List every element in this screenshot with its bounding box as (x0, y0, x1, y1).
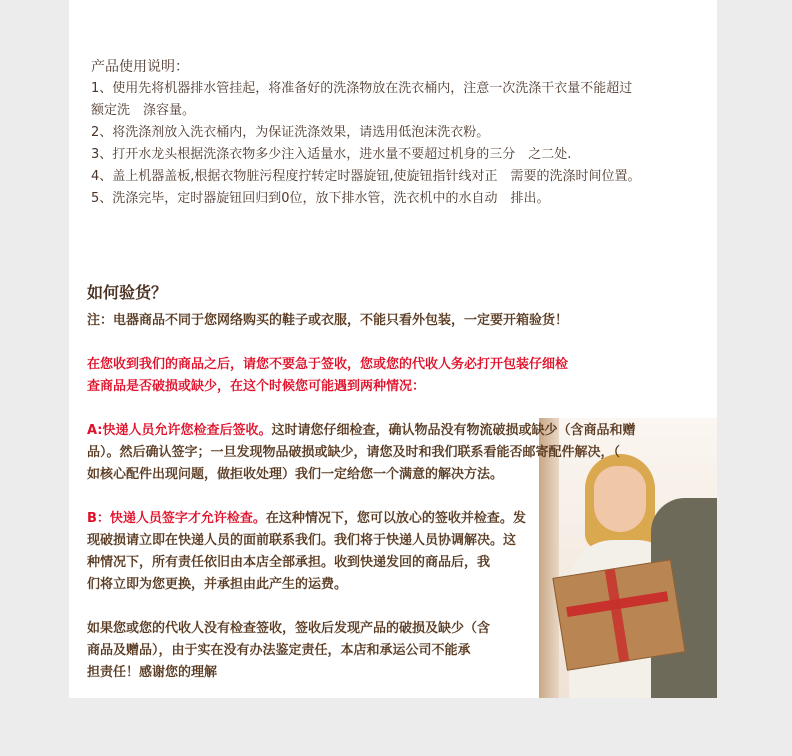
case-a-line-1 (87, 420, 717, 442)
verify-section (87, 282, 717, 684)
verify-note: 注：电器商品不同于您网络购买的鞋子或衣服，不能只看外包装，一定要开箱验货！ (87, 313, 569, 328)
usage-line-1b: 额定洗 涤容量。 (91, 103, 196, 118)
usage-line-3: 3、打开水龙头根据洗涤衣物多少注入适量水，进水量不要超过机身的三分 之二处. (91, 147, 572, 162)
case-a-line-3: 如核心配件出现问题，做拒收处理）我们一定给您一个满意的解决方法。 (87, 467, 504, 482)
case-b-line-2: 现破损请立即在快递人员的面前联系我们。我们将于快递人员协调解决。这 (87, 533, 517, 548)
warning-line-2: 查商品是否破损或缺少，在这个时候您可能遇到两种情况： (87, 379, 426, 394)
usage-line-2: 2、将洗涤剂放入洗衣桶内，为保证洗涤效果，请选用低泡沫洗衣粉。 (91, 125, 490, 140)
case-a-label: A:快递人员允许您检查后签收。 (87, 423, 272, 438)
case-a-text: 这时请您仔细检查，确认物品没有物流破损或缺少（含商品和赠 (271, 423, 636, 438)
case-b-text: 在这种情况下，您可以放心的签收并检查。发 (265, 511, 526, 526)
case-b-line-1 (87, 508, 717, 530)
case-b-line-4: 们将立即为您更换，并承担由此产生的运费。 (87, 577, 348, 592)
closing-line-2: 商品及赠品），由于实在没有办法鉴定责任，本店和承运公司不能承 (87, 643, 471, 658)
usage-title: 产品使用说明： (91, 59, 189, 75)
case-a-line-2: 品）。然后确认签字；一旦发现物品破损或缺少，请您及时和我们联系看能否邮寄配件解决，（ (87, 445, 621, 460)
case-b-line-3: 种情况下，所有责任依旧由本店全部承担。收到快递发回的商品后，我 (87, 555, 491, 570)
usage-line-1: 1、使用先将机器排水管挂起，将准备好的洗涤物放在洗衣桶内，注意一次洗涤干衣量不能超过 (91, 81, 633, 96)
usage-line-5: 5、洗涤完毕，定时器旋钮回归到0位，放下排水管，洗衣机中的水自动 排出。 (91, 191, 550, 206)
usage-instructions (91, 56, 701, 210)
case-b-label: B：快递人员签字才允许检查。 (87, 511, 266, 526)
verify-title: 如何验货？ (87, 283, 168, 302)
warning-line-1: 在您收到我们的商品之后，请您不要急于签收，您或您的代收人务必打开包装仔细检 (87, 357, 569, 372)
closing-line-1: 如果您或您的代收人没有检查签收，签收后发现产品的破损及缺少（含 (87, 621, 491, 636)
usage-line-4: 4、盖上机器盖板,根据衣物脏污程度拧转定时器旋钮,使旋钮指针线对正 需要的洗涤时间位置。 (91, 169, 641, 184)
closing-line-3: 担责任！感谢您的理解 (87, 665, 218, 680)
content-panel (69, 0, 717, 698)
